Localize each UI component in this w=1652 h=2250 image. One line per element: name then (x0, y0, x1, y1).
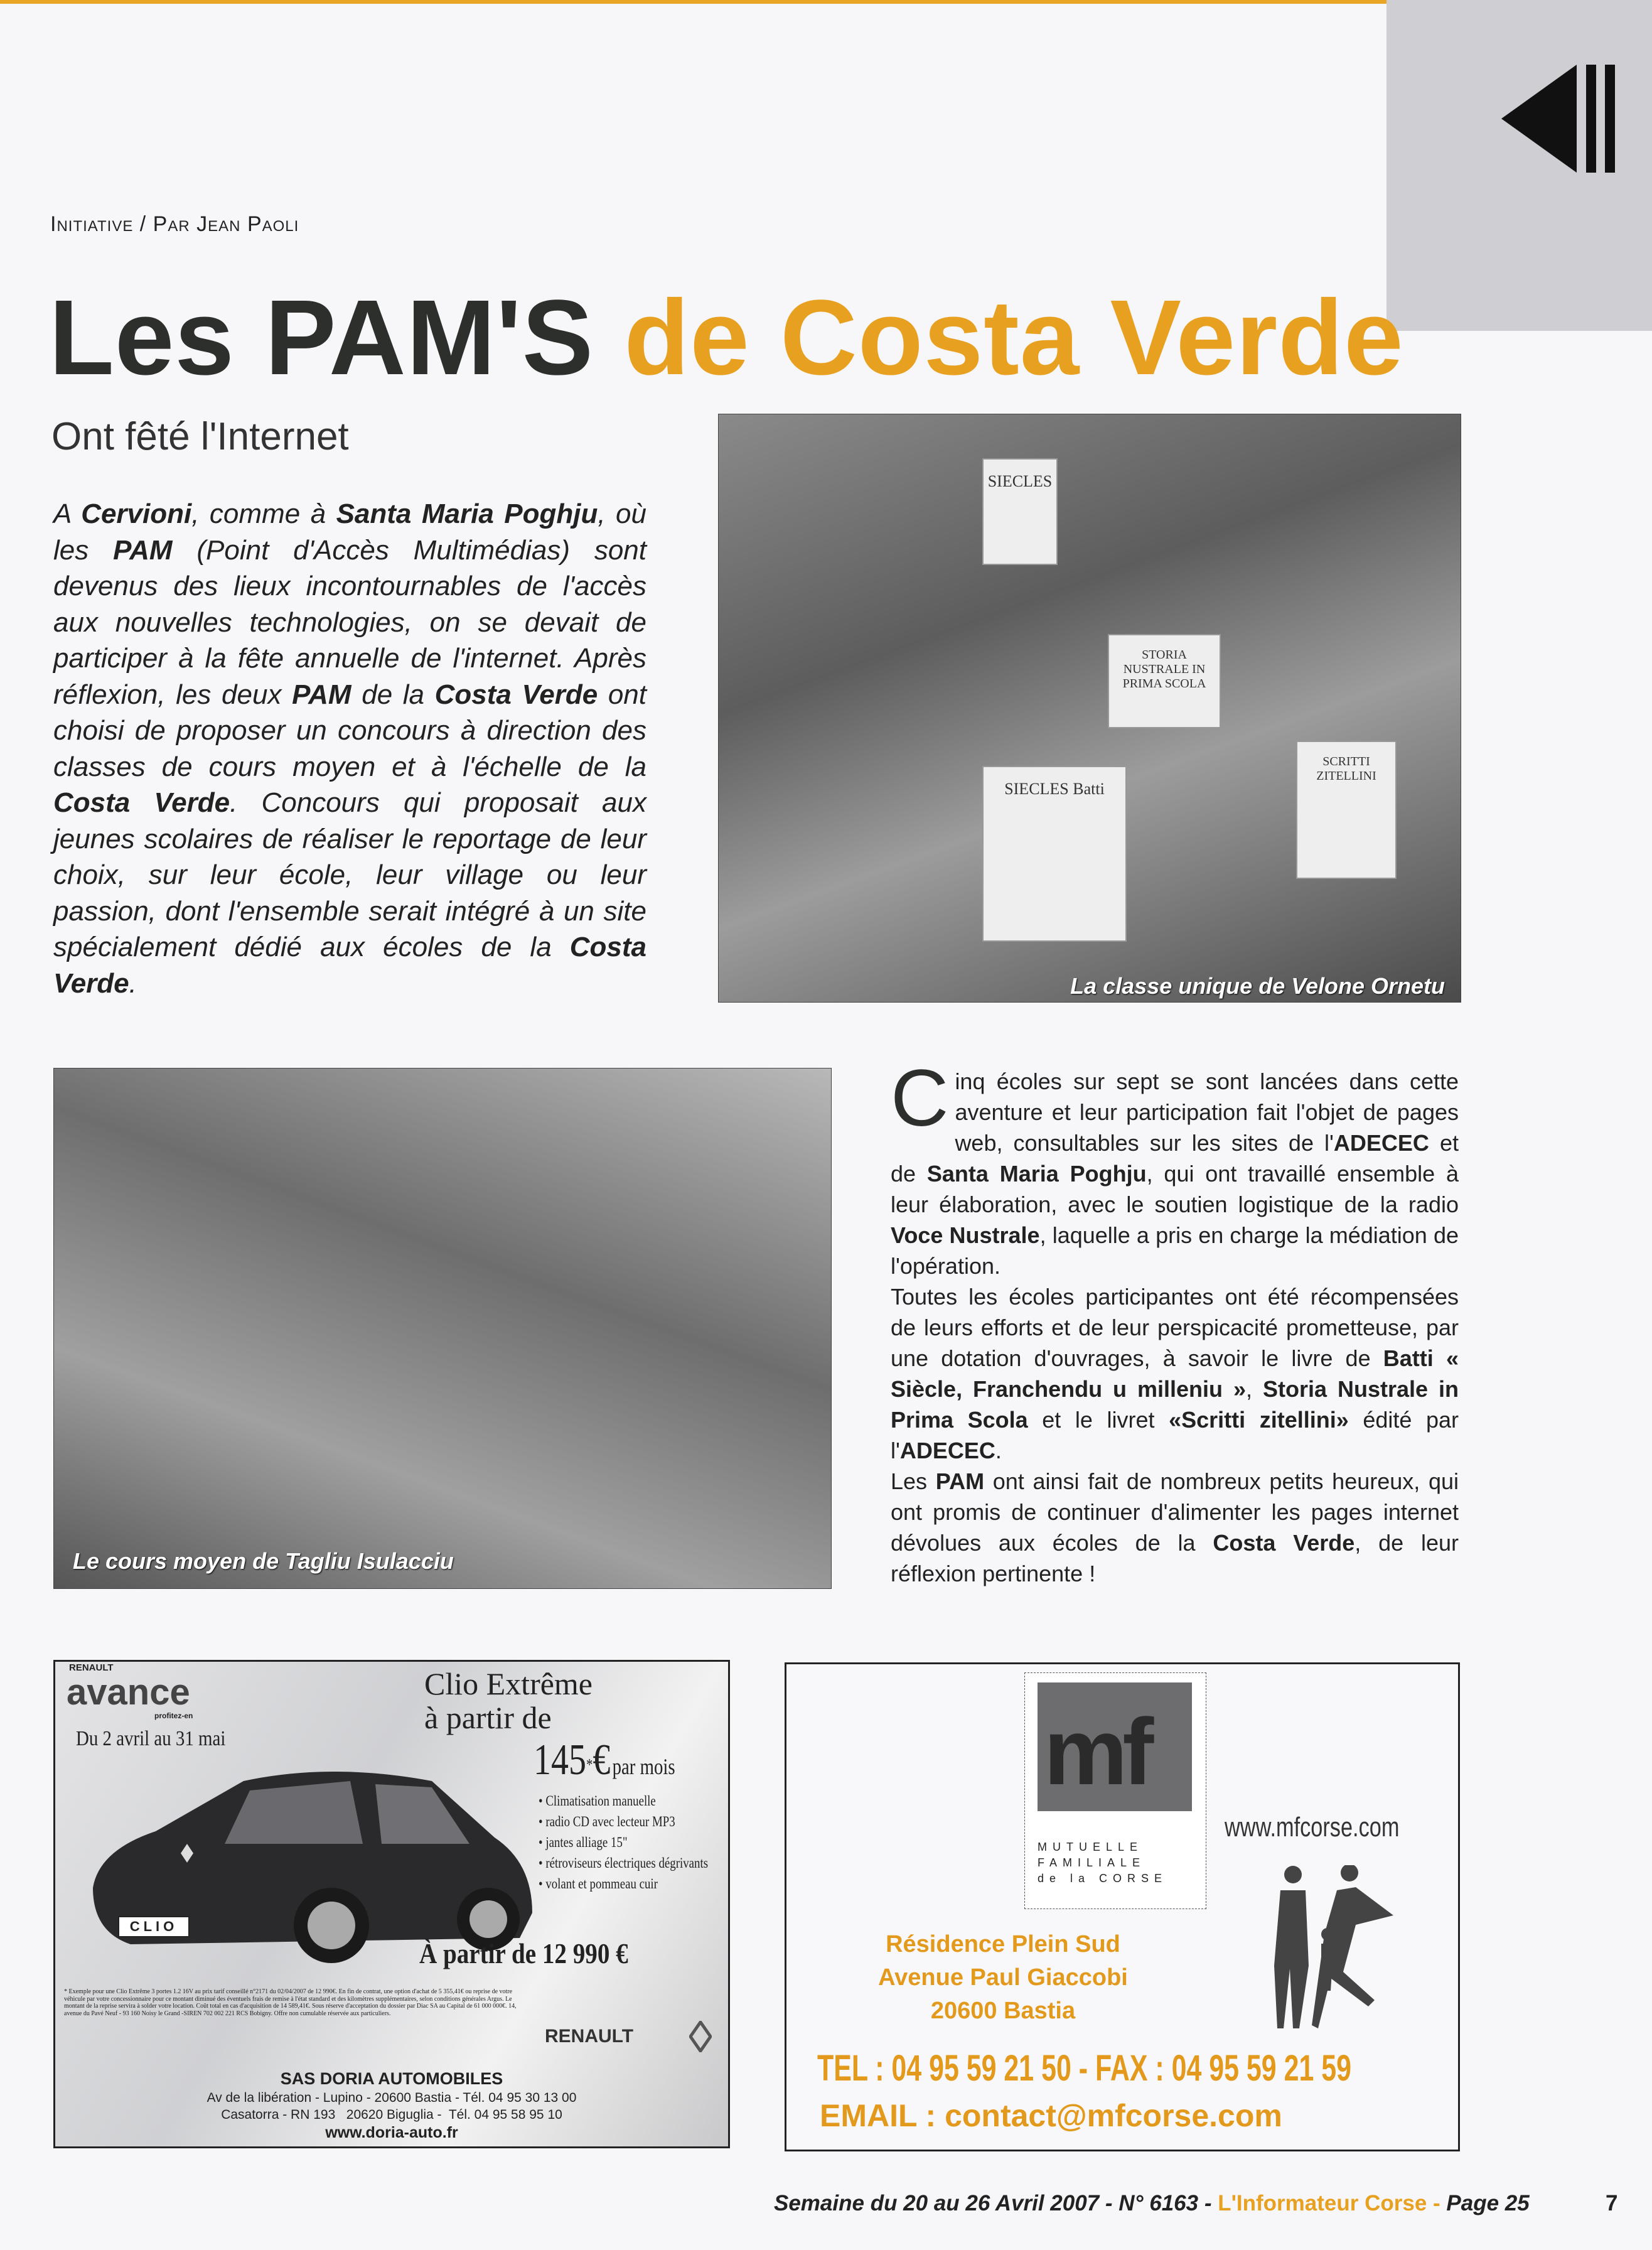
text-run: , (1246, 1376, 1263, 1402)
emphasized-text: ADECEC (1333, 1130, 1429, 1156)
logo-line: FAMILIALE (1038, 1856, 1146, 1869)
text-run: et le livret (1027, 1407, 1169, 1433)
emphasized-text: Costa Verde (53, 932, 646, 999)
avance-tagline: profitez-en (154, 1711, 193, 1720)
body-paragraph (891, 1053, 1459, 1281)
text-run: de la (351, 679, 435, 710)
renault-small-label: RENAULT (69, 1662, 114, 1673)
mutuelle-advertisement (785, 1662, 1460, 2151)
address-line: Résidence Plein Sud (886, 1931, 1120, 1957)
headline-model: Clio Extrême (424, 1666, 593, 1701)
feature-item: • volant et pommeau cuir (539, 1876, 658, 1892)
text-run: , qui ont travaillé ensemble à leur élaboration, avec le soutien logistique de la radio (891, 1161, 1459, 1217)
text-run: , de leur réflexion pertinente ! (891, 1530, 1459, 1586)
text-run: . (995, 1438, 1002, 1463)
logo-line: MUTUELLE (1038, 1841, 1144, 1853)
headline-from: à partir de (424, 1700, 552, 1735)
emphasized-text: Costa Verde (434, 679, 598, 710)
text-run: Les (891, 1468, 936, 1494)
text-run: , où les (53, 498, 646, 566)
text-run: . Concours qui proposait aux jeunes scolaires de réaliser le reportage de leur choix, sur leur école, leur village ou leur passion, dont l'ensemble serait intégré à un site spécialement dédié aux écoles de la (53, 787, 646, 962)
issue-info: Semaine du 20 au 26 Avril 2007 - N° 6163 - (774, 2191, 1218, 2215)
title-orange-part: de Costa Verde (624, 278, 1404, 397)
price-currency: € (593, 1736, 611, 1784)
body-paragraph (891, 1466, 1459, 1589)
emphasized-text: Voce Nustrale (891, 1222, 1040, 1248)
intro-paragraph (53, 496, 646, 1001)
emphasized-text: ADECEC (899, 1438, 995, 1463)
photo-caption: Le cours moyen de Tagliu Isulacciu (73, 1548, 454, 1574)
emphasized-text: PAM (113, 534, 173, 566)
emphasized-text: Cervioni (81, 498, 192, 529)
text-run: inq écoles sur sept se sont lancées dans cette aventure et leur participation fait l'objet de pages web, consultables sur les sites de l' (955, 1068, 1459, 1156)
mf-logo-wordmark (1038, 1839, 1194, 1887)
feature-item: • jantes alliage 15" (539, 1834, 628, 1850)
photo-caption: La classe unique de Velone Ornetu (1070, 973, 1445, 999)
text-run: ont choisi de proposer un concours à direction des classes de cours moyen et à l'échelle de la (53, 679, 646, 782)
text-run: ont ainsi fait de nombreux petits heureux, qui ont promis de continuer d'alimenter les pages internet dévolues aux écoles de la (891, 1468, 1459, 1556)
page-footer (774, 2191, 1530, 2216)
feature-item: • Climatisation manuelle (539, 1793, 656, 1809)
dealer-name: SAS DORIA AUTOMOBILES (280, 2069, 503, 2088)
dealer-address-2: Casatorra - RN 193 20620 Biguglia - Tél. 04 95 58 95 10 (221, 2107, 562, 2122)
previous-page-arrow-icon (1501, 65, 1617, 173)
renault-logo-text: RENAULT (545, 2026, 634, 2047)
license-plate: CLIO (118, 1916, 190, 1937)
article-title (49, 276, 1404, 399)
publication-name: L'Informateur Corse - (1218, 2191, 1447, 2215)
mf-website[interactable]: www.mfcorse.com (1225, 1812, 1400, 1843)
offer-dates: Du 2 avril au 31 mai (76, 1727, 226, 1750)
mf-logo-letters: mf (1044, 1699, 1149, 1804)
dealer-website[interactable]: www.doria-auto.fr (325, 2124, 458, 2141)
emphasized-text: Santa Maria Poghju (926, 1161, 1147, 1187)
page-number: Page 25 (1446, 2191, 1530, 2215)
emphasized-text: Batti « Siècle, Franchendu u milleniu » (891, 1345, 1459, 1402)
photo-velone-ornetu (718, 414, 1461, 1003)
book-scritti-zitellini: SCRITTI ZITELLINI (1296, 741, 1397, 879)
emphasized-text: PAM (292, 679, 351, 710)
emphasized-text: Costa Verde (53, 787, 230, 818)
mf-phone-fax: TEL : 04 95 59 21 50 - FAX : 04 95 59 21 59 (817, 2048, 1351, 2089)
text-run: . (129, 967, 137, 999)
text-run: A (53, 498, 82, 529)
text-run: , laquelle a pris en charge la médiation de l'opération. (891, 1222, 1459, 1279)
feature-item: • rétroviseurs électriques dégrivants (539, 1855, 709, 1871)
article-body (891, 1053, 1459, 1589)
mf-logo (1024, 1672, 1206, 1909)
text-run: et de (891, 1130, 1459, 1187)
emphasized-text: «Scritti zitellini» (1169, 1407, 1349, 1433)
book-siecles-batti: SIECLES Batti (982, 766, 1127, 942)
feature-item: • radio CD avec lecteur MP3 (539, 1814, 675, 1829)
photo-tagliu-isulacciu (53, 1068, 832, 1589)
mf-email[interactable]: EMAIL : contact@mfcorse.com (820, 2098, 1282, 2133)
text-run: Toutes les écoles participantes ont été récompensées de leurs efforts et de leur perspicacité prometteuse, par une dotation d'ouvrages, à savoir le livre de (891, 1284, 1459, 1371)
emphasized-text: PAM (935, 1468, 985, 1494)
family-figures-icon (1249, 1865, 1428, 2035)
emphasized-text: Storia Nustrale in Prima Scola (891, 1376, 1459, 1433)
body-paragraph (891, 1281, 1459, 1466)
address-line: Avenue Paul Giaccobi (878, 1964, 1128, 1991)
mf-address (786, 1928, 1220, 2028)
edge-page-number: 7 (1606, 2191, 1618, 2215)
dealer-address-1: Av de la libération - Lupino - 20600 Bastia - Tél. 04 95 30 13 00 (206, 2091, 577, 2105)
price-amount: 145 (534, 1736, 586, 1784)
total-price: À partir de 12 990 € (419, 1937, 628, 1969)
price-unit: par mois (612, 1754, 675, 1779)
feature-list (539, 1790, 708, 1894)
emphasized-text: Santa Maria Poghju (336, 498, 598, 529)
price-asterisk: * (586, 1755, 593, 1774)
article-kicker: Initiative / Par Jean Paoli (50, 212, 299, 236)
logo-line: de la CORSE (1038, 1872, 1168, 1885)
title-dark-part: Les PAM'S (49, 278, 594, 397)
drop-cap: C (891, 1053, 949, 1143)
legal-fine-print: * Exemple pour une Clio Extrême 3 portes 1.2 16V au prix tarif conseillé n°2171 du 02/04/2007 de 12 990€. En fin de contrat, une option d'achat de 5 355,41€ ou reprise de votre véhicule par votre concessionnaire pour ce montant diminué des éventuels frais de remise à l'état standard et des kilomètres supplémentaires, selon conditions générales Argus. Le montant de la reprise servira à solder votre location. Coût total en cas d'acquisition de 14 589,41€. Sous réserve d'acceptation du dossier par Diac SA au Capital de 61 000 000€. 14, avenue du Pavé Neuf - 93 160 Noisy le Grand -SIREN 702 002 221 RCS Bobigny. Offre non cumulable réservée aux particuliers. (64, 1988, 517, 2017)
book-storia-nustrale: STORIA NUSTRALE IN PRIMA SCOLA (1108, 634, 1221, 728)
text-run: édité par l' (891, 1407, 1459, 1463)
emphasized-text: Costa Verde (1213, 1530, 1355, 1556)
text-run: (Point d'Accès Multimédias) sont devenus des lieux incontournables de l'accès aux nouvelles technologies, on se devait de participer à la fête annuelle de l'internet. Après réflexion, les deux (53, 534, 646, 710)
address-line: 20600 Bastia (930, 1998, 1076, 2024)
renault-advertisement (53, 1660, 730, 2148)
book-siecles: SIECLES (982, 458, 1058, 565)
article-subtitle: Ont fêté l'Internet (51, 415, 349, 458)
renault-diamond-icon (689, 2021, 712, 2052)
text-run: , comme à (191, 498, 336, 529)
avance-logo: avance (67, 1672, 190, 1713)
